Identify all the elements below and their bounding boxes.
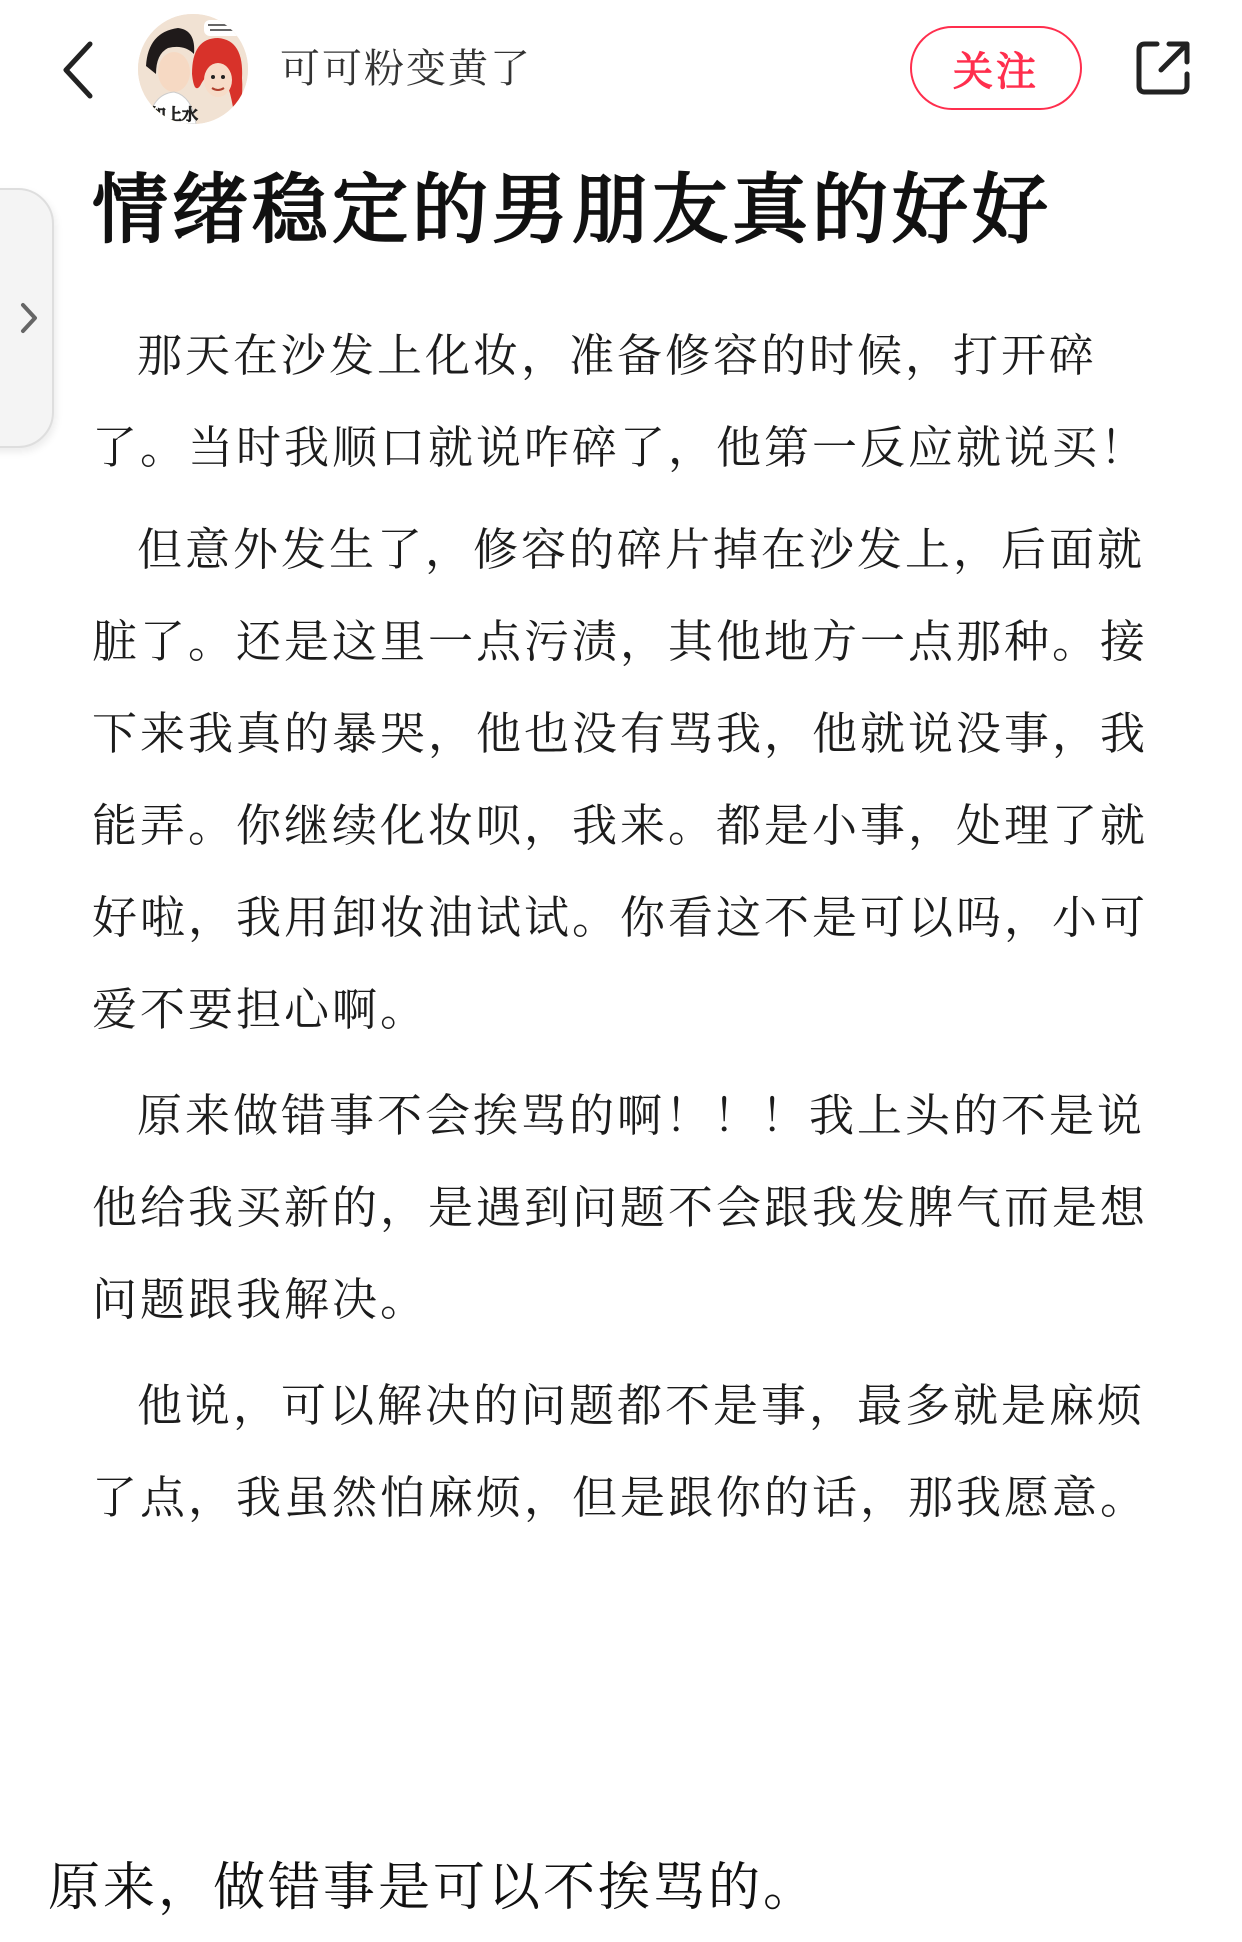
post-body [92,310,1162,1558]
post-paragraph: 但意外发生了，修容的碎片掉在沙发上，后面就脏了。还是这里一点污渍，其他地方一点那种。接下来我真的暴哭，他也没有骂我，他就说没事，我能弄。你继续化妆呗，我来。都是小事，处理了就好啦，我用卸妆油试试。你看这不是可以吗，小可爱不要担心啊。 [92,523,1149,1036]
avatar-image [138,14,248,124]
share-button[interactable] [1125,30,1201,106]
top-bar [0,0,1242,140]
avatar[interactable] [138,14,248,124]
back-button[interactable] [48,30,108,110]
post-paragraph: 那天在沙发上化妆，准备修容的时候，打开碎了。当时我顺口就说咋碎了，他第一反应就说买！ [92,329,1149,474]
share-icon [1131,36,1195,100]
follow-button[interactable]: 关注 [910,26,1082,110]
author-name[interactable]: 可可粉变黄了 [280,46,532,92]
chevron-right-icon [18,300,40,336]
side-drawer-handle[interactable] [0,188,54,448]
back-chevron-icon [58,38,98,102]
post-paragraph: 他说，可以解决的问题都不是事，最多就是麻烦了点，我虽然怕麻烦，但是跟你的话，那我愿意。 [92,1379,1149,1524]
caption-text: 原来，做错事是可以不挨骂的。 [48,1858,819,1918]
avatar-caption: 如上水 [150,105,199,124]
post-title: 情绪稳定的男朋友真的好好 [92,165,1052,254]
post-paragraph: 原来做错事不会挨骂的啊！！！我上头的不是说他给我买新的，是遇到问题不会跟我发脾气而是想问题跟我解决。 [92,1089,1149,1326]
